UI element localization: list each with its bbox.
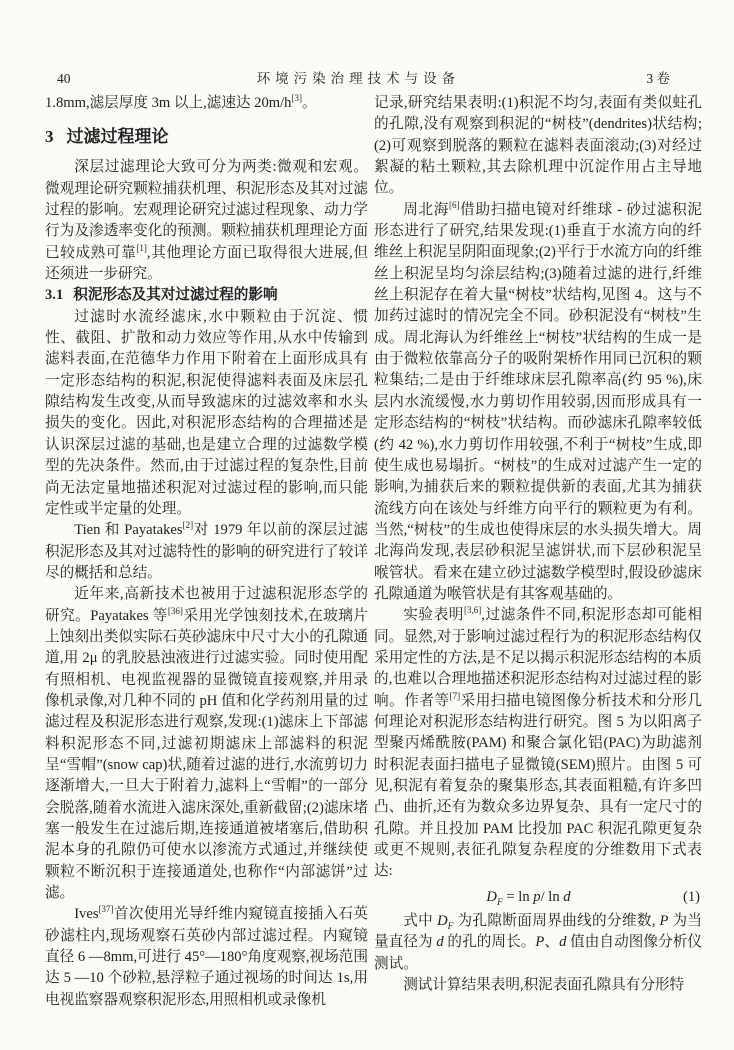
page-header [57,67,670,87]
citation-reference: [1] [136,242,147,253]
text-column-right [374,93,702,996]
citation-reference: [6] [449,199,460,210]
heading-number: 3 [45,127,54,147]
paragraph: 实验表明[3,6],过滤条件不同,积泥形态却可能相同。显然,对于影响过滤过程行为的积泥形态结构仅采用定性的方法,是不足以揭示积泥形态结构的本质的,也难以合理地描述积泥形态结构对过滤过程的影响。作者等[7]采用扫描电镜图像分析技术和分形几何理论对积泥形态结构进行研究。图 5 为以阳离子型聚丙烯酰胺(PAM) 和聚合氯化铝(PAC)为助滤剂时积泥表面扫描电子显微镜(SEM)照片。由图 5 可见,积泥有着复杂的聚集形态,其表面粗糙,有许多凹凸、曲折,还有为数众多边界复杂、具有一定尺寸的孔隙。并且投加 PAM 比投加 PAC 积泥孔隙更复杂或更不规则,表征孔隙复杂程度的分维数用下式表达: [374,605,702,880]
paragraph: 过滤时水流经滤床,水中颗粒由于沉淀、惯性、截阻、扩散和动力效应等作用,从水中传输到滤料表面,在范德华力作用下附着在上面形成具有一定形态结构的积泥,积泥使得滤料表面及床层孔隙结构发生改变,从而导致滤床的过滤效率和水头损失的变化。因此,对积泥形态结构的合理描述是认识深层过滤的基础,也是建立合理的过滤数学模型的先决条件。然而,由于过滤过程的复杂性,目前尚无法定量地描述积泥对过滤过程的影响,而只能定性或半定量的处理。 [45,308,368,517]
citation-reference: [3] [291,93,302,104]
citation-reference: [2] [182,520,194,531]
heading-title: 积泥形态及其对过滤过程的影响 [73,287,278,304]
text-column-left [45,93,368,1011]
subsection-heading [45,285,368,306]
paragraph: 式中 $D_F$ 为孔隙断面周界曲线的分维数, P 为当量直径为 d 的孔的周长。P、d 值由自动图像分析仪测试。 [374,913,703,972]
equation-body: $D_F = \ln p/$ ln d [486,888,571,908]
paragraph: 测试计算结果表明,积泥表面孔隙具有分形特 [403,977,685,994]
citation-reference: [37] [98,904,114,915]
paragraph: 周北海[6]借助扫描电镜对纤维球 - 砂过滤积泥形态进行了研究,结果发现:(1)垂直于水流方向的纤维丝上积泥呈阴阳面现象;(2)平行于水流方向的纤维丝上积泥呈均匀涂层结构;(3)随着过滤的进行,纤维丝上积泥存在着大量“树枝”状结构,见图 4。这与不加药过滤时的情况完全不同。砂积泥没有“树枝”生成。周北海认为纤维丝上“树枝”状结构的生成一是由于微粒依靠高分子的吸附架桥作用同已沉积的颗粒集结;二是由于纤维球床层孔隙率高(约 95 %),床层内水流缓慢,水力剪切作用较弱,因而形成具有一定形态结构的“树枝”状结构。而砂滤床孔隙率较低(约 42 %),水力剪切作用较强,不利于“树枝”生成,即使生成也易塌折。“树枝”的生成对过滤产生一定的影响,为捕获后来的颗粒提供新的表面,尤其为捕获流线方向在该处与纤维方向平行的颗粒更为有利。当然,“树枝”的生成也使得床层的水头损失增大。周北海尚发现,表层砂积泥呈滤饼状,而下层砂积泥呈喉管状。看来在建立砂过滤数学模型时,假设砂滤床孔隙通道为喉管状是有其客观基础的。 [374,199,702,602]
equation-number: (1) [682,888,700,905]
equation [374,887,702,908]
paragraph: Ives[37]首次使用光导纤维内窥镜直接插入石英砂滤柱内,现场观察石英砂内部过滤过程。内窥镜直径 6 —8mm,可进行 45°—180°角度观察,视场范围达 5 —10 个砂粒,悬浮粒子通过视场的时间达 1s,用电视监察器观察积泥形态,用照相机或录像机 [45,904,368,1008]
continuation-line: 记录,研究结果表明:(1)积泥不均匀,表面有类似蛀孔的孔隙,没有观察到积泥的“树枝”(dendrites)状结构;(2)可观察到脱落的颗粒在滤料表面滚动;(3)对经过絮凝的粘土颗粒,其去除机理中沉淀作用占主导地位。 [374,95,702,197]
page-number: 40 [57,71,71,86]
paragraph: 近年来,高新技术也被用于过滤积泥形态学的研究。Payatakes 等[36]采用光学蚀刻技术,在玻璃片上蚀刻出类似实际石英砂滤床中尺寸大小的孔隙通道,用 2μ 的乳胶悬浊液进行过滤实验。同时使用配有照相机、电视监视器的显微镜直接观察,并用录像机录像,对几种不同的 pH 值和化学药剂用量的过滤过程及积泥形态进行观察,发现:(1)滤床上下部滤料积泥形态不同,过滤初期滤床上部滤料的积泥呈“雪帽”(snow cap)状,随着过滤的进行,水流剪切力逐渐增大,一旦大于附着力,滤料上“雪帽”的一部分会脱落,随着水流进入滤床深处,重新截留;(2)滤床堵塞一般发生在过滤后期,连接通道被堵塞后,借助积泥本身的孔隙仍可使水以渗流方式通过,并继续使颗粒不断沉积于连接通道处,也称作“内部滤饼”过滤。 [45,586,368,902]
heading-number: 3.1 [45,287,64,304]
citation-reference: [3,6] [464,605,482,616]
volume-label: 3 卷 [646,71,670,86]
citation-reference: [36] [167,605,183,616]
paragraph: Tien 和 Payatakes[2]对 1979 年以前的深层过滤积泥形态及其对过滤特性的影响的研究进行了较详尽的概括和总结。 [45,520,368,581]
journal-title: 环境污染治理技术与设备 [256,71,461,86]
heading-title: 过滤过程理论 [66,127,169,147]
citation-reference: [7] [449,690,461,701]
paragraph: 深层过滤理论大致可分为两类:微观和宏观。微观理论研究颗粒捕获机理、积泥形态及其对过滤过程的影响。宏观理论研究过滤过程现象、动力学行为及渗透率变化的预测。颗粒捕获机理理论方面已较成熟可靠[1],其他理论方面已取得很大进展,但还须进一步研究。 [45,159,368,283]
continuation-line: 1.8mm,滤层厚度 3m 以上,滤速达 20m/h[3]。 [45,93,317,111]
section-heading [45,127,368,147]
